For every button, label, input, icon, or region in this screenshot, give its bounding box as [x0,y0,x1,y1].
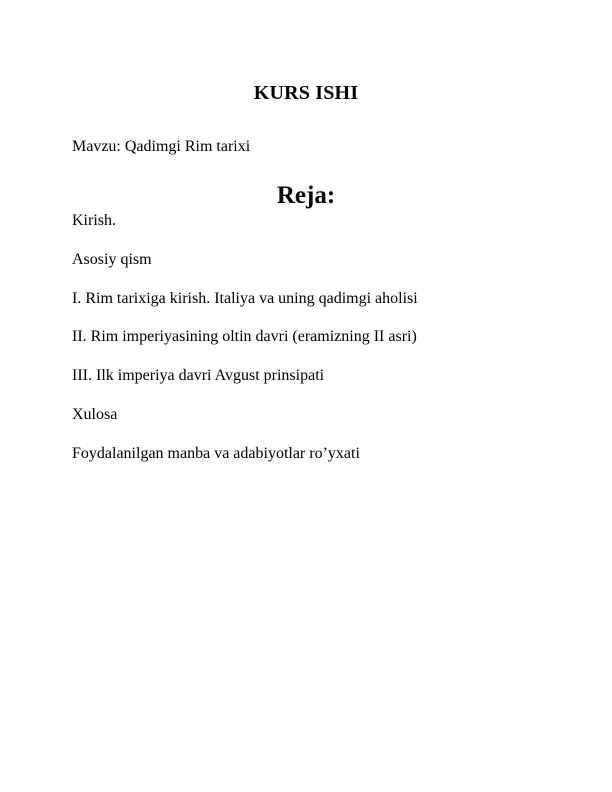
list-item: Foydalanilgan manba va adabiyotlar ro’yxati [72,444,360,462]
list-item: Asosiy qism [72,250,152,268]
subject-line: Mavzu: Qadimgi Rim tarixi [72,138,251,155]
page-title: KURS ISHI [253,82,359,105]
list-item: II. Rim imperiyasining oltin davri (eramizning II asri) [72,328,417,346]
list-item: I. Rim tarixiga kirish. Italiya va uning qadimgi aholisi [72,289,418,307]
section-heading-reja: Reja: [276,181,336,209]
list-item: Xulosa [72,405,118,423]
list-item: Kirish. [72,212,116,229]
plan-list [72,211,540,483]
list-item: III. Ilk imperiya davri Avgust prinsipati [72,367,325,385]
